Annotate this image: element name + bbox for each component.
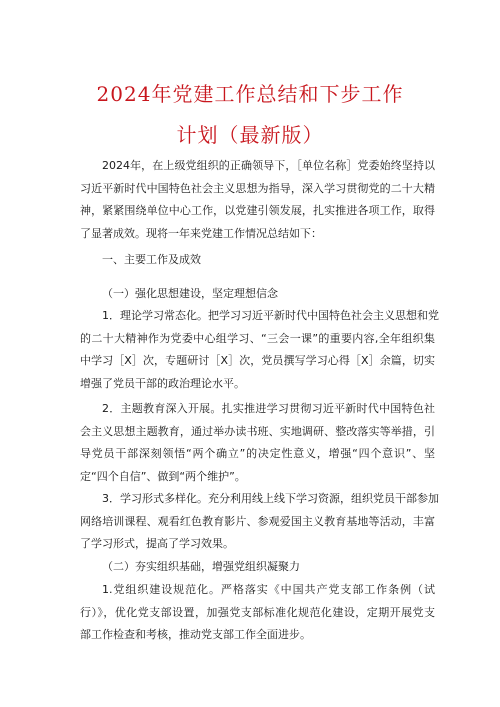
paragraph-3 [80,488,439,556]
paragraph-1 [80,305,439,395]
intro-paragraph [80,155,435,245]
intro-line: 了显著成效。现将一年来党建工作情况总结如下： [80,226,322,240]
document-title-line-2: 计划（最新版） [176,123,324,147]
paragraph-line: 导党员干部深刻领悟“两个确立”的决定性意义，增强“四个意识”、坚 [80,447,435,460]
intro-line: 习近平新时代中国特色社会主义思想为指导，深入学习贯彻党的二十大精 [80,181,435,195]
paragraph-2 [80,398,435,488]
paragraph-line: 中学习［X］次，专题研讨［X］次，党员撰写学习心得［X］余篇，切实 [80,354,435,367]
section-heading-1: 一、主要工作及成效 [102,253,201,266]
paragraph-line: 行）》，优化党支部设置，加强党支部标准化规范化建设，定期开展党支 [80,605,435,619]
intro-line: 神，紧紧围绕单位中心工作，以党建引领发展，扎实推进各项工作，取得 [80,204,435,217]
subsection-heading-1: （一）强化思想建设，坚定理想信念 [102,287,278,300]
document-title-line-1: 2024年党建工作总结和下步工作 [96,82,404,106]
subsection-heading-2: （二）夯实组织基础，增强党组织凝聚力 [102,560,300,573]
paragraph-line: 定“四个自信”、做到“两个维护”。 [80,469,246,483]
paragraph-4 [80,579,435,647]
paragraph-line: 1．理论学习常态化。把学习习近平新时代中国特色社会主义思想和党 [102,309,439,322]
paragraph-line: 2．主题教育深入开展。扎实推进学习贯彻习近平新时代中国特色社 [102,402,435,415]
paragraph-line: 1.党组织建设规范化。严格落实《中国共产党支部工作条例（试 [102,583,435,596]
paragraph-line: 的二十大精神作为党委中心组学习、“三会一课”的重要内容,全年组织集 [80,331,435,345]
paragraph-line: 3．学习形式多样化。充分利用线上线下学习资源，组织党员干部参加 [102,492,439,505]
intro-line: 2024年，在上级党组织的正确领导下，［单位名称］党委始终坚持以 [102,159,435,172]
paragraph-line: 增强了党员干部的政治理论水平。 [80,376,245,390]
paragraph-line: 网络培训课程、观看红色教育影片、参观爱国主义教育基地等活动，丰富 [80,514,435,528]
paragraph-line: 会主义思想主题教育，通过举办读书班、实地调研、整改落实等举措，引 [80,424,435,438]
paragraph-line: 部工作检查和考核，推动党支部工作全面进步。 [80,628,311,641]
paragraph-line: 了学习形式，提高了学习效果。 [80,537,234,550]
